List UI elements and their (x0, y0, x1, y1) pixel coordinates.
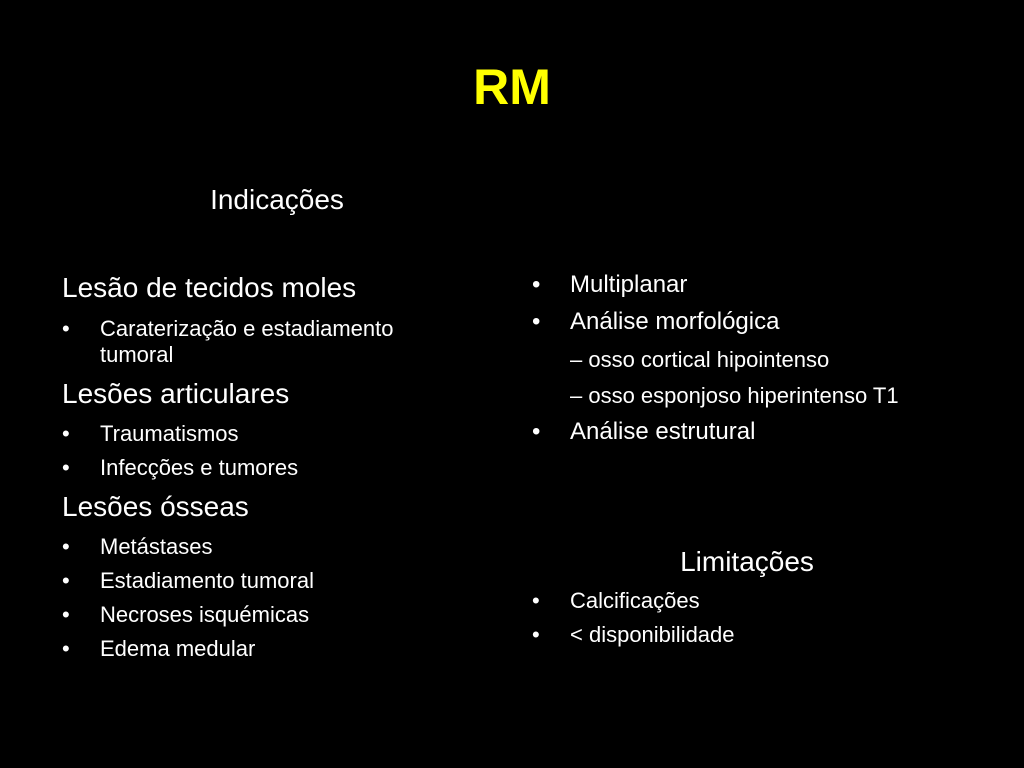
list-item-text-continued: tumoral (100, 342, 174, 367)
section-bone-title: Lesões ósseas (62, 491, 249, 522)
bullet-icon: • (62, 534, 70, 559)
list-item (62, 568, 314, 594)
list-item-text: Multiplanar (570, 271, 688, 298)
bullet-icon: • (62, 455, 70, 480)
bullet-icon: • (532, 271, 541, 298)
list-item (62, 455, 298, 481)
section-soft-tissue-title: Lesão de tecidos moles (62, 272, 357, 303)
indications-heading: Indicações (210, 184, 344, 215)
list-item-text: Calcificações (570, 588, 700, 613)
bullet-icon: • (532, 588, 540, 613)
list-item-text: Estadiamento tumoral (100, 568, 314, 593)
list-item-text: Caraterização e estadiamento (100, 316, 394, 341)
list-item (532, 307, 779, 337)
bullet-icon: • (62, 316, 70, 341)
bullet-icon: • (532, 622, 540, 647)
list-item (62, 316, 394, 368)
list-item (62, 602, 309, 628)
sub-item-cortical: – osso cortical hipointenso (570, 347, 830, 372)
list-item-text: Edema medular (100, 636, 256, 661)
list-item-text: Metástases (100, 534, 213, 559)
list-item-text: < disponibilidade (570, 622, 735, 647)
list-item (532, 622, 735, 648)
list-item (62, 421, 239, 447)
list-item-text: Infecções e tumores (100, 455, 299, 480)
list-item-text: Análise estrutural (570, 418, 756, 445)
bullet-icon: • (532, 418, 541, 445)
list-item (62, 636, 255, 662)
list-item-text: Traumatismos (100, 421, 239, 446)
list-item (532, 588, 700, 614)
bullet-icon: • (62, 636, 70, 661)
list-item-text: Análise morfológica (570, 308, 780, 335)
bullet-icon: • (62, 568, 70, 593)
limitations-heading: Limitações (680, 546, 814, 577)
bullet-icon: • (62, 421, 70, 446)
sub-item-spongy: – osso esponjoso hiperintenso T1 (570, 383, 899, 408)
list-item-text: Necroses isquémicas (100, 602, 310, 627)
slide-title: RM (473, 59, 551, 115)
section-articular-title: Lesões articulares (62, 378, 290, 409)
list-item (532, 270, 687, 300)
list-item (532, 417, 755, 447)
list-item (62, 534, 213, 560)
bullet-icon: • (62, 602, 70, 627)
bullet-icon: • (532, 308, 541, 335)
